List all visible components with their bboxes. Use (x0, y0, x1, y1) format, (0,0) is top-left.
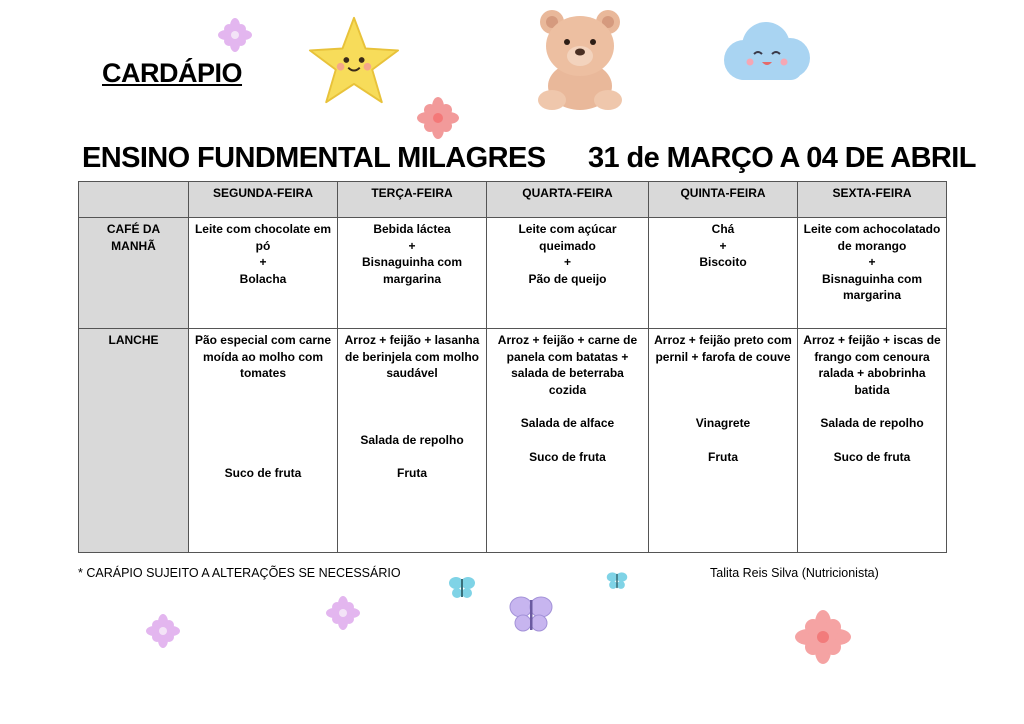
butterfly-teal-icon (448, 574, 476, 602)
day-header-thursday: QUINTA-FEIRA (649, 182, 798, 218)
breakfast-cell-thursday (649, 218, 798, 329)
flower-lilac-bottom-left-icon (326, 596, 360, 630)
page-title: CARDÁPIO (102, 58, 243, 88)
menu-item: Leite com chocolate em pó (194, 222, 332, 253)
corner-cell (79, 182, 189, 218)
snack-cell-friday (798, 329, 947, 553)
plus-sign: + (259, 255, 267, 269)
menu-item: Arroz + feijão + carne de panela com batatas + salada de beterraba cozida (497, 333, 638, 397)
menu-item: Leite com achocolatado de morango (803, 222, 941, 253)
salad-item: Salada de repolho (360, 432, 464, 447)
date-range: 31 de MARÇO A 04 DE ABRIL (588, 142, 976, 174)
snack-cell-tuesday (338, 329, 487, 553)
row-label-snack: LANCHE (79, 329, 189, 553)
salad-item: Salada de alface (520, 416, 615, 430)
menu-item: Arroz + feijão + iscas de frango com cenoura ralada + abobrinha batida (803, 333, 941, 397)
plus-sign: + (563, 255, 571, 269)
menu-item: Biscoito (699, 255, 747, 269)
day-header-tuesday: TERÇA-FEIRA (338, 182, 487, 218)
row-label-line: MANHÃ (111, 238, 156, 253)
breakfast-cell-tuesday (338, 218, 487, 329)
menu-item: Pão especial com carne moída ao molho com tomates (194, 333, 332, 380)
menu-item: Bolacha (239, 271, 287, 286)
school-name: ENSINO FUNDMENTAL MILAGRES (82, 142, 546, 174)
plus-sign: + (719, 238, 727, 253)
teddy-bear-icon (530, 6, 630, 112)
butterfly-purple-icon (508, 592, 554, 636)
breakfast-cell-friday (798, 218, 947, 329)
snack-cell-monday (189, 329, 338, 553)
drink-item: Suco de fruta (529, 449, 606, 464)
smiling-cloud-icon (718, 16, 816, 88)
drink-item: Suco de fruta (224, 466, 302, 480)
flower-pink-icon (416, 96, 460, 140)
salad-item (193, 432, 333, 449)
butterfly-teal-small-icon (606, 570, 628, 592)
plus-sign: + (408, 238, 416, 253)
drink-item: Fruta (708, 449, 738, 464)
menu-item: Pão de queijo (528, 271, 607, 286)
menu-table (78, 181, 947, 553)
menu-item: Arroz + feijão preto com pernil + farofa de couve (654, 333, 792, 364)
table-row (79, 329, 947, 553)
breakfast-cell-monday (189, 218, 338, 329)
menu-item: Leite com açúcar queimado (518, 222, 617, 253)
nutritionist-signature: Talita Reis Silva (Nutricionista) (710, 566, 879, 580)
flower-lilac-icon (218, 18, 252, 52)
salad-item: Vinagrete (695, 416, 751, 430)
menu-item: Bebida láctea (373, 222, 451, 236)
row-label-breakfast (79, 218, 189, 329)
row-label-line: CAFÉ DA (106, 222, 161, 236)
snack-cell-thursday (649, 329, 798, 553)
plus-sign: + (868, 255, 876, 269)
day-header-wednesday: QUARTA-FEIRA (487, 182, 649, 218)
menu-item: Arroz + feijão + lasanha de berinjela com molho saudável (344, 333, 480, 380)
disclaimer-note: * CARÁPIO SUJEITO A ALTERAÇÕES SE NECESSÁRIO (78, 566, 401, 580)
snack-cell-wednesday (487, 329, 649, 553)
table-header-row (79, 182, 947, 218)
flower-lilac-far-left-icon (146, 614, 180, 648)
drink-item: Suco de fruta (833, 449, 911, 464)
table-row (79, 218, 947, 329)
smiling-star-icon (306, 14, 402, 106)
drink-item: Fruta (397, 466, 427, 480)
salad-item: Salada de repolho (820, 416, 924, 430)
flower-pink-bottom-right-icon (794, 610, 852, 664)
menu-item: Bisnaguinha com margarina (821, 271, 922, 302)
menu-item: Chá (711, 222, 735, 236)
menu-item: Bisnaguinha com margarina (361, 255, 462, 286)
day-header-monday: SEGUNDA-FEIRA (189, 182, 338, 218)
breakfast-cell-wednesday (487, 218, 649, 329)
day-header-friday: SEXTA-FEIRA (798, 182, 947, 218)
